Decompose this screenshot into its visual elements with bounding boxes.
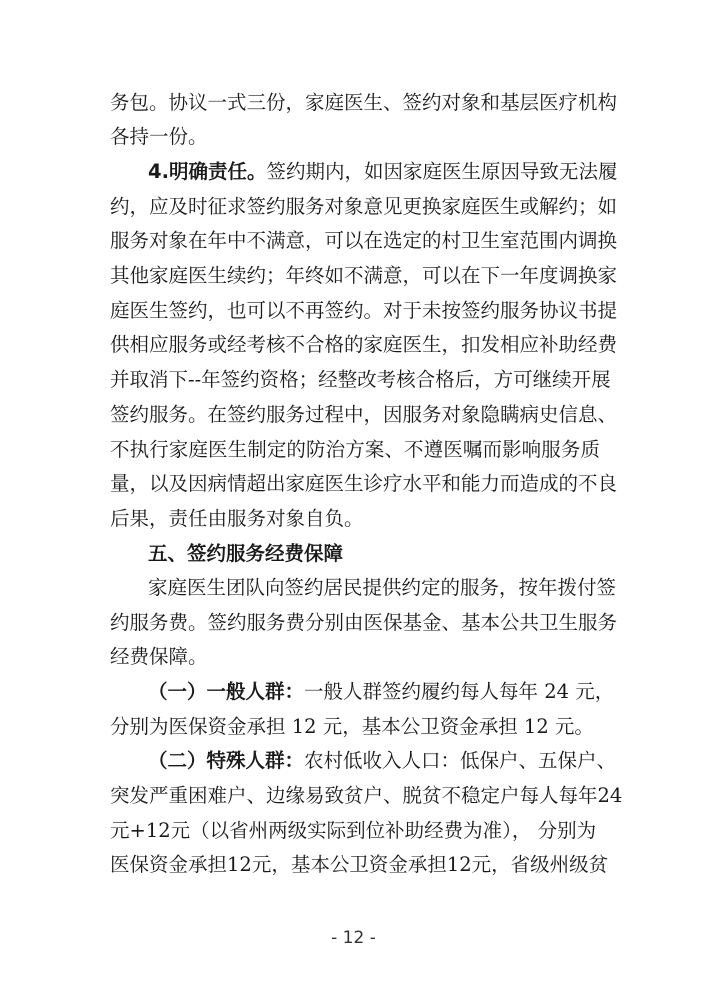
para-line: 医保资金承担12元，基本公卫资金承担12元，省级州级贫 — [110, 853, 609, 876]
para-line — [148, 678, 615, 706]
para-line: 服务对象在年中不满意，可以在选定的村卫生室范围内调换 — [110, 229, 618, 252]
para-line: 家庭医生团队向签约居民提供约定的服务，按年拨付签 — [148, 576, 617, 599]
para-line: 后果，责任由服务对象自负。 — [110, 507, 364, 530]
para-line: 突发严重困难户、边缘易致贫户、脱贫不稳定户每人每年24 — [110, 784, 623, 807]
item-text: 一般人群签约履约每人每年 24 元， — [304, 680, 615, 703]
para-line: 并取消下--年签约资格；经整改考核合格后，方可继续开展 — [110, 368, 611, 391]
para-line: 签约服务。在签约服务过程中，因服务对象隐瞒病史信息、 — [110, 403, 618, 426]
para-line — [148, 747, 617, 775]
item-text: 签约期内，如因家庭医生原因导致无法履 — [266, 160, 618, 183]
para-line: 经费保障。 — [110, 645, 208, 668]
para-line: 元+12元（以省州两级实际到位补助经费为准）， 分别为 — [110, 819, 597, 842]
para-line: 庭医生签约，也可以不再签约。对于未按签约服务协议书提 — [110, 299, 618, 322]
para-line: 量，以及因病情超出家庭医生诊疗水平和能力而造成的不良 — [110, 472, 618, 495]
para-line: 务包。协议一式三份，家庭医生、签约对象和基层医疗机构 — [110, 91, 618, 114]
para-line: 各持一份。 — [110, 125, 208, 148]
para-line: 供相应服务或经考核不合格的家庭医生，扣发相应补助经费 — [110, 333, 618, 356]
item-heading: （一）一般人群： — [148, 680, 305, 703]
para-line — [148, 158, 618, 186]
item-heading: （二）特殊人群： — [148, 749, 305, 772]
para-line: 不执行家庭医生制定的防治方案、不遵医嘱而影响服务质 — [110, 438, 600, 461]
para-line: 约，应及时征求签约服务对象意见更换家庭医生或解约；如 — [110, 195, 618, 218]
page-number: - 12 - — [331, 928, 376, 948]
section-heading: 五、签约服务经费保障 — [148, 542, 344, 565]
para-line: 约服务费。签约服务费分别由医保基金、基本公共卫生服务 — [110, 611, 618, 634]
item-text: 农村低收入人口：低保户、五保户、 — [304, 749, 617, 772]
item-heading: 4.明确责任。 — [148, 160, 267, 183]
para-line: 其他家庭医生续约；年终如不满意，可以在下一年度调换家 — [110, 264, 618, 287]
para-line: 分别为医保资金承担 12 元，基本公卫资金承担 12 元。 — [110, 715, 594, 738]
